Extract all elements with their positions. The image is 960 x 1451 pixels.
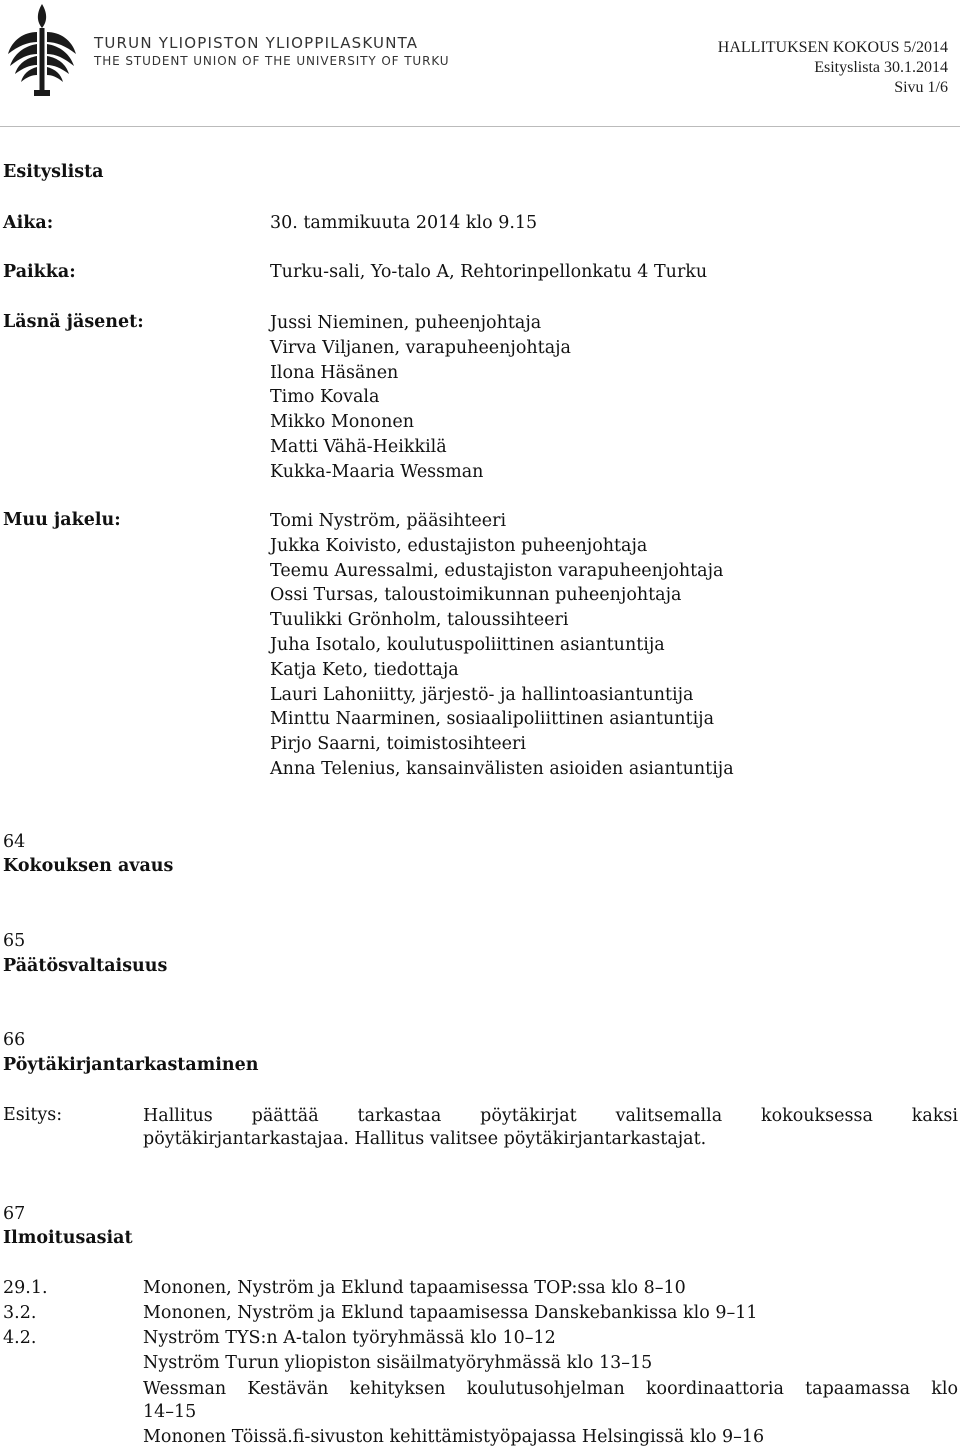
announcement-text: Mononen Töissä.fi-sivuston kehittämistyöpajassa Helsingissä klo 9–16 bbox=[143, 1427, 765, 1447]
place-value: Turku-sali, Yo-talo A, Rehtorinpellonkatu 4 Turku bbox=[270, 262, 708, 282]
announcement-text: Wessman Kestävän kehityksen koulutusohjelman koordinaattoria tapaamassa klo bbox=[143, 1379, 958, 1399]
announcement-text: 14–15 bbox=[143, 1402, 197, 1422]
section-number: 65 bbox=[3, 931, 26, 951]
section-title: Päätösvaltaisuus bbox=[3, 956, 168, 976]
list-item: Pirjo Saarni, toimistosihteeri bbox=[270, 734, 526, 755]
list-item: Kukka-Maaria Wessman bbox=[270, 461, 484, 482]
list-item: Ilona Häsänen bbox=[270, 362, 399, 383]
distribution-list bbox=[270, 509, 734, 782]
organization-name-fi: TURUN YLIOPISTON YLIOPPILASKUNTA bbox=[94, 34, 419, 52]
page-number: Sivu 1/6 bbox=[894, 79, 948, 96]
members-list bbox=[270, 311, 571, 485]
list-item: Teemu Auressalmi, edustajiston varapuheenjohtaja bbox=[270, 560, 724, 581]
section-title: Pöytäkirjantarkastaminen bbox=[3, 1055, 259, 1075]
torch-wings-logo-icon bbox=[6, 2, 78, 100]
proposal-line-2: pöytäkirjantarkastajaa. Hallitus valitsee pöytäkirjantarkastajat. bbox=[143, 1129, 707, 1149]
list-item: Ossi Tursas, taloustoimikunnan puheenjohtaja bbox=[270, 585, 682, 606]
list-item: Timo Kovala bbox=[270, 387, 380, 408]
list-item: Lauri Lahoniitty, järjestö- ja hallintoasiantuntija bbox=[270, 684, 694, 705]
place-label: Paikka: bbox=[3, 262, 76, 282]
announcement-text: Mononen, Nyström ja Eklund tapaamisessa Danskebankissa klo 9–11 bbox=[143, 1303, 758, 1323]
announcement-date: 4.2. bbox=[3, 1328, 37, 1348]
list-item: Juha Isotalo, koulutuspoliittinen asiantuntija bbox=[270, 634, 665, 655]
list-item: Minttu Naarminen, sosiaalipoliittinen asiantuntija bbox=[270, 709, 715, 730]
organization-name bbox=[94, 34, 449, 68]
section-title: Ilmoitusasiat bbox=[3, 1228, 133, 1248]
agenda-date: Esityslista 30.1.2014 bbox=[814, 59, 948, 76]
announcement-date: 29.1. bbox=[3, 1278, 48, 1298]
header-divider bbox=[0, 126, 960, 127]
section-title: Kokouksen avaus bbox=[3, 856, 174, 876]
time-value: 30. tammikuuta 2014 klo 9.15 bbox=[270, 213, 538, 233]
section-number: 64 bbox=[3, 832, 26, 852]
proposal-line-1: Hallitus päättää tarkastaa pöytäkirjat valitsemalla kokouksessa kaksi bbox=[143, 1106, 958, 1126]
meeting-title: HALLITUKSEN KOKOUS 5/2014 bbox=[717, 39, 948, 56]
list-item: Tuulikki Grönholm, taloussihteeri bbox=[270, 610, 569, 631]
list-item: Tomi Nyström, pääsihteeri bbox=[270, 511, 507, 531]
section-number: 66 bbox=[3, 1030, 26, 1050]
members-label: Läsnä jäsenet: bbox=[3, 312, 144, 332]
list-item: Katja Keto, tiedottaja bbox=[270, 659, 459, 680]
list-item: Jussi Nieminen, puheenjohtaja bbox=[270, 313, 542, 333]
time-label: Aika: bbox=[3, 213, 54, 233]
distribution-label: Muu jakelu: bbox=[3, 510, 121, 530]
organization-name-en: THE STUDENT UNION OF THE UNIVERSITY OF TURKU bbox=[94, 54, 450, 68]
document-meta bbox=[718, 38, 948, 98]
list-item: Anna Telenius, kansainvälisten asioiden asiantuntija bbox=[270, 758, 734, 779]
proposal-label: Esitys: bbox=[3, 1105, 63, 1125]
announcement-text: Nyström Turun yliopiston sisäilmatyöryhmässä klo 13–15 bbox=[143, 1353, 653, 1373]
list-item: Matti Vähä-Heikkilä bbox=[270, 436, 447, 457]
announcement-date: 3.2. bbox=[3, 1303, 37, 1323]
list-item: Jukka Koivisto, edustajiston puheenjohtaja bbox=[270, 535, 648, 556]
list-item: Virva Viljanen, varapuheenjohtaja bbox=[270, 337, 571, 358]
document-title: Esityslista bbox=[3, 162, 104, 182]
section-number: 67 bbox=[3, 1204, 26, 1224]
announcement-text: Mononen, Nyström ja Eklund tapaamisessa TOP:ssa klo 8–10 bbox=[143, 1278, 686, 1298]
list-item: Mikko Mononen bbox=[270, 412, 414, 433]
announcement-text: Nyström TYS:n A-talon työryhmässä klo 10–12 bbox=[143, 1328, 556, 1348]
